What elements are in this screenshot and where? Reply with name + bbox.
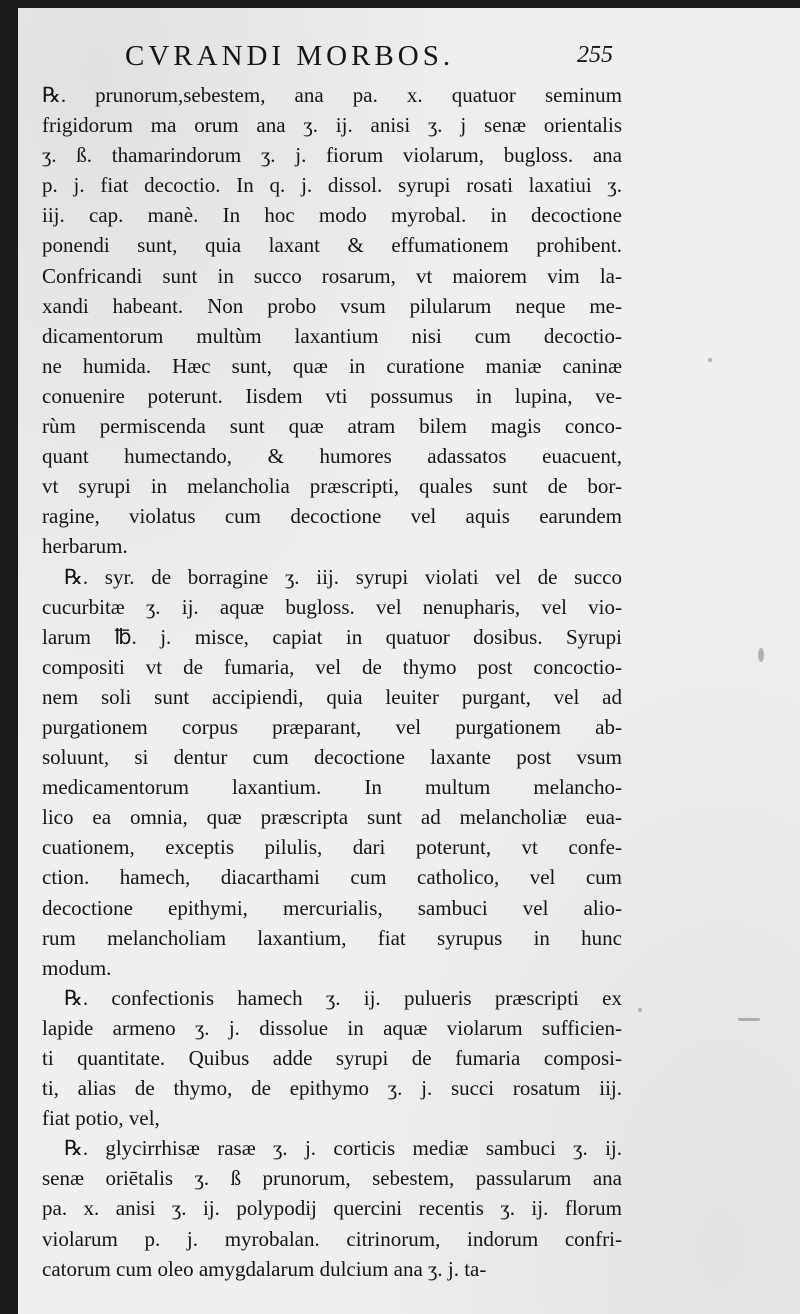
text-line: purgationem corpus præparant, vel purgationem ab- [42, 714, 622, 739]
text-line: ℞. syr. de borragine ʒ. iij. syrupi violati vel de succo [64, 564, 622, 589]
text-line: p. j. fiat decoctio. In q. j. dissol. syrupi rosati laxatiui ʒ. [42, 173, 622, 198]
text-line: ti, alias de thymo, de epithymo ʒ. j. succi rosatum iij. [42, 1076, 622, 1101]
paragraph [42, 80, 622, 562]
text-line: larum ℔. j. misce, capiat in quatuor dosibus. Syrupi [42, 624, 622, 649]
text-line: ℞. glycirrhisæ rasæ ʒ. j. corticis mediæ sambuci ʒ. ij. [64, 1136, 622, 1161]
text-line: senæ oriētalis ʒ. ß prunorum, sebestem, passularum ana [42, 1166, 622, 1191]
running-head: CVRANDI MORBOS. [125, 40, 455, 72]
text-line: modum. [42, 955, 112, 980]
text-line: ʒ. ß. thamarindorum ʒ. j. fiorum violarum, bugloss. ana [42, 143, 622, 168]
text-line: lapide armeno ʒ. j. dissolue in aquæ violarum sufficien- [42, 1015, 622, 1040]
text-line: herbarum. [42, 534, 128, 559]
page-header [0, 40, 800, 80]
text-line: cucurbitæ ʒ. ij. aquæ bugloss. vel nenupharis, vel vio- [42, 594, 622, 619]
text-line: conuenire poterunt. Iisdem vti possumus in lupina, ve- [42, 383, 622, 408]
paragraph [42, 1133, 622, 1283]
text-line: ponendi sunt, quia laxant & effumationem prohibent. [42, 233, 622, 258]
text-line: pa. x. anisi ʒ. ij. polypodij quercini recentis ʒ. ij. florum [42, 1196, 622, 1221]
text-line: fiat potio, vel, [42, 1106, 160, 1131]
text-line: dicamentorum multùm laxantium nisi cum decoctio- [42, 323, 622, 348]
text-line: ction. hamech, diacarthami cum catholico, vel cum [42, 865, 622, 890]
text-line: soluunt, si dentur cum decoctione laxante post vsum [42, 745, 622, 770]
text-line: iij. cap. manè. In hoc modo myrobal. in decoctione [42, 203, 622, 228]
text-line: cuationem, exceptis pilulis, dari poterunt, vt confe- [42, 835, 622, 860]
text-line: ti quantitate. Quibus adde syrupi de fumaria composi- [42, 1046, 622, 1070]
text-line: vt syrupi in melancholia præscripti, quales sunt de bor- [42, 474, 622, 499]
paragraph [42, 983, 622, 1133]
text-line: ℞. confectionis hamech ʒ. ij. pulueris præscripti ex [64, 985, 622, 1010]
text-line: ℞. prunorum,sebestem, ana pa. x. quatuor seminum [42, 83, 622, 107]
text-line: frigidorum ma orum ana ʒ. ij. anisi ʒ. j senæ orientalis [42, 113, 622, 138]
text-line: lico ea omnia, quæ præscripta sunt ad melancholiæ eua- [42, 805, 622, 830]
paragraph [42, 562, 622, 983]
ink-speck [758, 648, 764, 662]
text-line: decoctione epithymi, mercurialis, sambuci vel alio- [42, 895, 622, 920]
text-line: rum melancholiam laxantium, fiat syrupus in hunc [42, 925, 622, 950]
body-text [42, 80, 622, 1284]
page-number: 255 [577, 42, 613, 68]
text-line: ragine, violatus cum decoctione vel aquis earundem [42, 504, 622, 529]
text-line: compositi vt de fumaria, vel de thymo post concoctio- [42, 654, 622, 679]
text-line: violarum p. j. myrobalan. citrinorum, indorum confri- [42, 1226, 622, 1251]
text-line: rùm permiscenda sunt quæ atram bilem magis conco- [42, 414, 622, 439]
text-line: medicamentorum laxantium. In multum melancho- [42, 775, 622, 800]
text-line: quant humectando, & humores adassatos euacuent, [42, 444, 622, 469]
ink-speck [638, 1008, 642, 1012]
text-line: catorum cum oleo amygdalarum dulcium ana ʒ. j. ta- [42, 1256, 487, 1281]
text-line: Confricandi sunt in succo rosarum, vt maiorem vim la- [42, 263, 622, 288]
ink-speck [738, 1018, 760, 1021]
text-line: xandi habeant. Non probo vsum pilularum neque me- [42, 293, 622, 318]
text-line: ne humida. Hæc sunt, quæ in curatione maniæ caninæ [42, 353, 622, 378]
ink-speck [708, 358, 712, 362]
text-line: nem soli sunt accipiendi, quia leuiter purgant, vel ad [42, 684, 622, 709]
